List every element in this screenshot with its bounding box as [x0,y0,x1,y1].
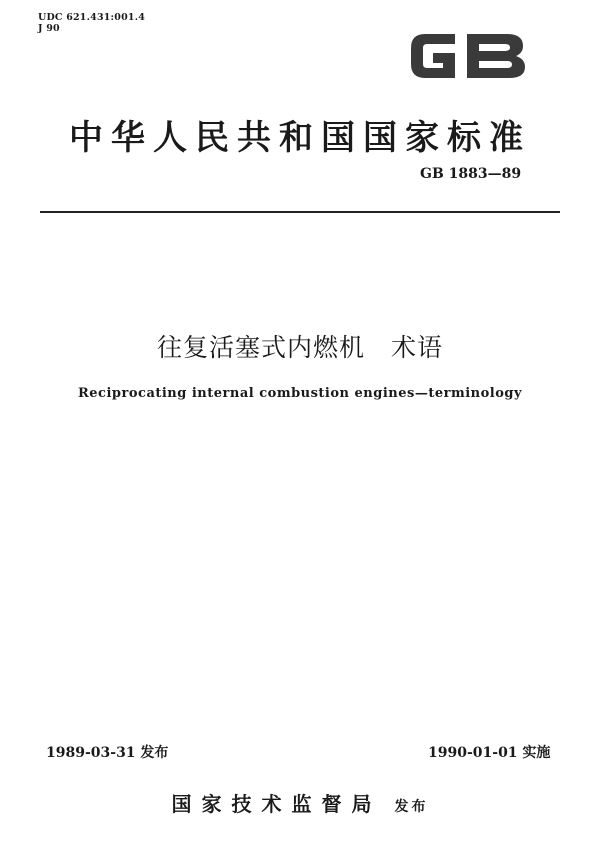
publish-date: 1989-03-31 发布 [46,745,169,761]
effective-date: 1990-01-01 实施 [428,745,551,761]
document-title-cn: 往复活塞式内燃机 术语 [156,333,443,362]
issuer-name: 国家技术监督局 [171,792,382,816]
gb-logo [403,20,533,92]
issuer-line [0,788,600,817]
udc-code: UDC 621.431:001.4 [38,12,146,23]
standard-number: GB 1883—89 [420,166,522,182]
organization-title: 中华人民共和国国家标准 [69,118,531,158]
header-divider [40,211,560,213]
document-title-en: Reciprocating internal combustion engines—terminology [77,386,523,401]
udc-code-block [38,12,145,34]
classification-code: J 90 [38,23,60,34]
issued-label: 发布 [394,799,429,815]
